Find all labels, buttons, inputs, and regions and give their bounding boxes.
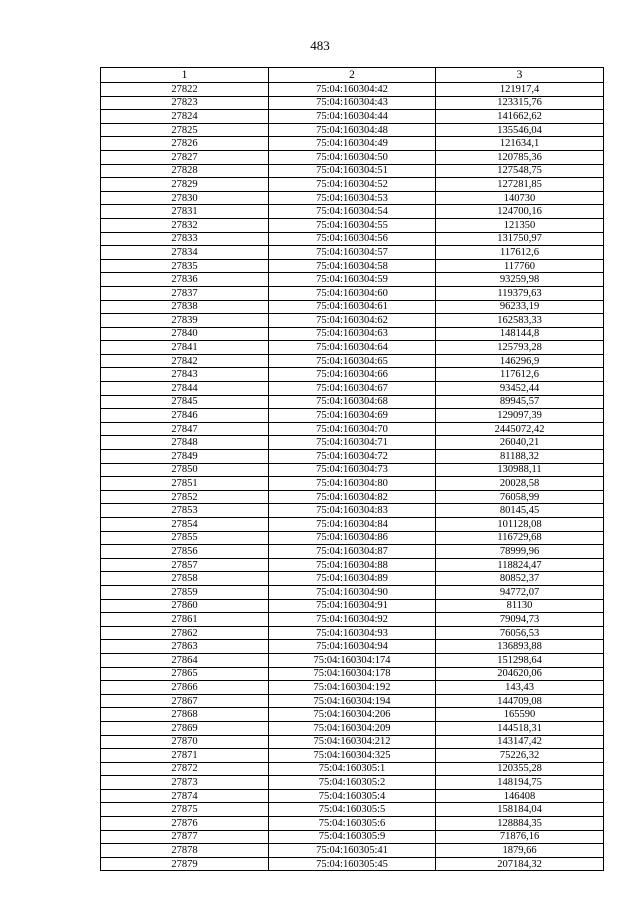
- cadastral-number-cell: 75:04:160305:4: [269, 789, 436, 803]
- cadastral-number-cell: 75:04:160304:50: [269, 150, 436, 164]
- table-row: [101, 341, 604, 355]
- value-cell: 117760: [436, 259, 604, 273]
- cadastral-number-cell: 75:04:160304:58: [269, 259, 436, 273]
- row-number-cell: 27846: [101, 409, 269, 423]
- value-cell: 120355,28: [436, 762, 604, 776]
- row-number-cell: 27848: [101, 436, 269, 450]
- value-cell: 80852,37: [436, 572, 604, 586]
- cadastral-number-cell: 75:04:160304:44: [269, 110, 436, 124]
- row-number-cell: 27838: [101, 300, 269, 314]
- cadastral-number-cell: 75:04:160304:70: [269, 422, 436, 436]
- table-row: [101, 123, 604, 137]
- value-cell: 96233,19: [436, 300, 604, 314]
- table-row: [101, 776, 604, 790]
- row-number-cell: 27874: [101, 789, 269, 803]
- column-header: 1: [101, 68, 269, 83]
- value-cell: 76058,99: [436, 490, 604, 504]
- row-number-cell: 27824: [101, 110, 269, 124]
- value-cell: 204620,06: [436, 667, 604, 681]
- cadastral-number-cell: 75:04:160305:2: [269, 776, 436, 790]
- value-cell: 119379,63: [436, 286, 604, 300]
- value-cell: 81188,32: [436, 450, 604, 464]
- cadastral-number-cell: 75:04:160304:87: [269, 545, 436, 559]
- table-row: [101, 613, 604, 627]
- table-row: [101, 314, 604, 328]
- value-cell: 207184,32: [436, 857, 604, 871]
- value-cell: 123315,76: [436, 96, 604, 110]
- page-number: 483: [310, 38, 330, 53]
- value-cell: 101128,08: [436, 518, 604, 532]
- value-cell: 20028,58: [436, 477, 604, 491]
- table-row: [101, 246, 604, 260]
- row-number-cell: 27831: [101, 205, 269, 219]
- cadastral-number-cell: 75:04:160304:51: [269, 164, 436, 178]
- cadastral-number-cell: 75:04:160304:53: [269, 191, 436, 205]
- table-body: [101, 83, 604, 871]
- value-cell: 71876,16: [436, 830, 604, 844]
- row-number-cell: 27827: [101, 150, 269, 164]
- value-cell: 131750,97: [436, 232, 604, 246]
- row-number-cell: 27869: [101, 721, 269, 735]
- table-row: [101, 518, 604, 532]
- value-cell: 136893,88: [436, 640, 604, 654]
- value-cell: 148144,8: [436, 327, 604, 341]
- row-number-cell: 27867: [101, 694, 269, 708]
- row-number-cell: 27840: [101, 327, 269, 341]
- table-row: [101, 490, 604, 504]
- table-row: [101, 463, 604, 477]
- row-number-cell: 27829: [101, 178, 269, 192]
- value-cell: 26040,21: [436, 436, 604, 450]
- value-cell: 121917,4: [436, 83, 604, 97]
- value-cell: 127548,75: [436, 164, 604, 178]
- cadastral-number-cell: 75:04:160304:72: [269, 450, 436, 464]
- value-cell: 121350: [436, 218, 604, 232]
- value-cell: 129097,39: [436, 409, 604, 423]
- row-number-cell: 27878: [101, 844, 269, 858]
- table-row: [101, 436, 604, 450]
- row-number-cell: 27842: [101, 354, 269, 368]
- cadastral-number-cell: 75:04:160304:65: [269, 354, 436, 368]
- row-number-cell: 27870: [101, 735, 269, 749]
- table-row: [101, 382, 604, 396]
- table-row: [101, 545, 604, 559]
- row-number-cell: 27852: [101, 490, 269, 504]
- value-cell: 1879,66: [436, 844, 604, 858]
- cadastral-number-cell: 75:04:160304:68: [269, 395, 436, 409]
- row-number-cell: 27876: [101, 817, 269, 831]
- row-number-cell: 27834: [101, 246, 269, 260]
- value-cell: 146408: [436, 789, 604, 803]
- cadastral-number-cell: 75:04:160305:5: [269, 803, 436, 817]
- table-row: [101, 286, 604, 300]
- table-row: [101, 694, 604, 708]
- row-number-cell: 27862: [101, 626, 269, 640]
- cadastral-number-cell: 75:04:160304:60: [269, 286, 436, 300]
- value-cell: 116729,68: [436, 531, 604, 545]
- table-header-row: [101, 68, 604, 83]
- value-cell: 124700,16: [436, 205, 604, 219]
- cadastral-number-cell: 75:04:160304:69: [269, 409, 436, 423]
- value-cell: 76056,53: [436, 626, 604, 640]
- table-row: [101, 164, 604, 178]
- cadastral-number-cell: 75:04:160304:52: [269, 178, 436, 192]
- table-row: [101, 572, 604, 586]
- value-cell: 128884,35: [436, 817, 604, 831]
- table-row: [101, 205, 604, 219]
- value-cell: 78999,96: [436, 545, 604, 559]
- value-cell: 151298,64: [436, 653, 604, 667]
- row-number-cell: 27856: [101, 545, 269, 559]
- row-number-cell: 27873: [101, 776, 269, 790]
- table-row: [101, 626, 604, 640]
- value-cell: 135546,04: [436, 123, 604, 137]
- table-row: [101, 830, 604, 844]
- row-number-cell: 27854: [101, 518, 269, 532]
- table-row: [101, 422, 604, 436]
- table-row: [101, 857, 604, 871]
- cadastral-number-cell: 75:04:160304:56: [269, 232, 436, 246]
- table-row: [101, 653, 604, 667]
- value-cell: 81130: [436, 599, 604, 613]
- value-cell: 143147,42: [436, 735, 604, 749]
- row-number-cell: 27822: [101, 83, 269, 97]
- cadastral-number-cell: 75:04:160304:92: [269, 613, 436, 627]
- table-row: [101, 218, 604, 232]
- row-number-cell: 27825: [101, 123, 269, 137]
- table-row: [101, 300, 604, 314]
- table-row: [101, 708, 604, 722]
- value-cell: 2445072,42: [436, 422, 604, 436]
- value-cell: 148194,75: [436, 776, 604, 790]
- row-number-cell: 27859: [101, 585, 269, 599]
- row-number-cell: 27839: [101, 314, 269, 328]
- table-row: [101, 599, 604, 613]
- cadastral-number-cell: 75:04:160304:94: [269, 640, 436, 654]
- data-table: [100, 67, 604, 871]
- cadastral-number-cell: 75:04:160304:93: [269, 626, 436, 640]
- cadastral-number-cell: 75:04:160305:41: [269, 844, 436, 858]
- column-header: 2: [269, 68, 436, 83]
- row-number-cell: 27835: [101, 259, 269, 273]
- table-row: [101, 640, 604, 654]
- row-number-cell: 27855: [101, 531, 269, 545]
- value-cell: 117612,6: [436, 368, 604, 382]
- cadastral-number-cell: 75:04:160304:89: [269, 572, 436, 586]
- cadastral-number-cell: 75:04:160305:45: [269, 857, 436, 871]
- cadastral-number-cell: 75:04:160305:6: [269, 817, 436, 831]
- cadastral-number-cell: 75:04:160304:54: [269, 205, 436, 219]
- value-cell: 93452,44: [436, 382, 604, 396]
- value-cell: 121634,1: [436, 137, 604, 151]
- table-row: [101, 83, 604, 97]
- value-cell: 125793,28: [436, 341, 604, 355]
- cadastral-number-cell: 75:04:160304:325: [269, 749, 436, 763]
- row-number-cell: 27841: [101, 341, 269, 355]
- cadastral-number-cell: 75:04:160304:80: [269, 477, 436, 491]
- cadastral-number-cell: 75:04:160304:178: [269, 667, 436, 681]
- row-number-cell: 27868: [101, 708, 269, 722]
- value-cell: 162583,33: [436, 314, 604, 328]
- table-row: [101, 585, 604, 599]
- cadastral-number-cell: 75:04:160304:90: [269, 585, 436, 599]
- cadastral-number-cell: 75:04:160304:84: [269, 518, 436, 532]
- table-row: [101, 762, 604, 776]
- table-row: [101, 191, 604, 205]
- row-number-cell: 27864: [101, 653, 269, 667]
- value-cell: 144518,31: [436, 721, 604, 735]
- row-number-cell: 27849: [101, 450, 269, 464]
- value-cell: 120785,36: [436, 150, 604, 164]
- row-number-cell: 27843: [101, 368, 269, 382]
- table-row: [101, 667, 604, 681]
- table-row: [101, 150, 604, 164]
- row-number-cell: 27866: [101, 681, 269, 695]
- value-cell: 165590: [436, 708, 604, 722]
- table-row: [101, 232, 604, 246]
- table-row: [101, 354, 604, 368]
- row-number-cell: 27826: [101, 137, 269, 151]
- cadastral-number-cell: 75:04:160304:62: [269, 314, 436, 328]
- cadastral-number-cell: 75:04:160304:88: [269, 558, 436, 572]
- cadastral-number-cell: 75:04:160305:1: [269, 762, 436, 776]
- row-number-cell: 27850: [101, 463, 269, 477]
- table-row: [101, 735, 604, 749]
- cadastral-number-cell: 75:04:160304:206: [269, 708, 436, 722]
- row-number-cell: 27847: [101, 422, 269, 436]
- cadastral-number-cell: 75:04:160304:73: [269, 463, 436, 477]
- cadastral-number-cell: 75:04:160305:9: [269, 830, 436, 844]
- value-cell: 130988,11: [436, 463, 604, 477]
- table-row: [101, 504, 604, 518]
- row-number-cell: 27845: [101, 395, 269, 409]
- cadastral-number-cell: 75:04:160304:67: [269, 382, 436, 396]
- cadastral-number-cell: 75:04:160304:71: [269, 436, 436, 450]
- table-row: [101, 721, 604, 735]
- table-row: [101, 273, 604, 287]
- cadastral-number-cell: 75:04:160304:91: [269, 599, 436, 613]
- table-row: [101, 681, 604, 695]
- row-number-cell: 27865: [101, 667, 269, 681]
- value-cell: 144709,08: [436, 694, 604, 708]
- row-number-cell: 27860: [101, 599, 269, 613]
- row-number-cell: 27858: [101, 572, 269, 586]
- value-cell: 93259,98: [436, 273, 604, 287]
- cadastral-number-cell: 75:04:160304:174: [269, 653, 436, 667]
- table-row: [101, 368, 604, 382]
- value-cell: 80145,45: [436, 504, 604, 518]
- row-number-cell: 27832: [101, 218, 269, 232]
- table-row: [101, 844, 604, 858]
- value-cell: 143,43: [436, 681, 604, 695]
- value-cell: 117612,6: [436, 246, 604, 260]
- row-number-cell: 27836: [101, 273, 269, 287]
- cadastral-number-cell: 75:04:160304:63: [269, 327, 436, 341]
- value-cell: 75226,32: [436, 749, 604, 763]
- table-row: [101, 450, 604, 464]
- row-number-cell: 27844: [101, 382, 269, 396]
- row-number-cell: 27875: [101, 803, 269, 817]
- table-row: [101, 531, 604, 545]
- row-number-cell: 27830: [101, 191, 269, 205]
- row-number-cell: 27857: [101, 558, 269, 572]
- row-number-cell: 27863: [101, 640, 269, 654]
- value-cell: 158184,04: [436, 803, 604, 817]
- value-cell: 79094,73: [436, 613, 604, 627]
- table-row: [101, 110, 604, 124]
- table-row: [101, 477, 604, 491]
- table-row: [101, 96, 604, 110]
- cadastral-number-cell: 75:04:160304:59: [269, 273, 436, 287]
- row-number-cell: 27877: [101, 830, 269, 844]
- table-row: [101, 817, 604, 831]
- value-cell: 89945,57: [436, 395, 604, 409]
- column-header: 3: [436, 68, 604, 83]
- table-row: [101, 803, 604, 817]
- cadastral-number-cell: 75:04:160304:194: [269, 694, 436, 708]
- cadastral-number-cell: 75:04:160304:43: [269, 96, 436, 110]
- table-row: [101, 178, 604, 192]
- table-row: [101, 259, 604, 273]
- cadastral-number-cell: 75:04:160304:66: [269, 368, 436, 382]
- cadastral-number-cell: 75:04:160304:82: [269, 490, 436, 504]
- cadastral-number-cell: 75:04:160304:86: [269, 531, 436, 545]
- row-number-cell: 27851: [101, 477, 269, 491]
- row-number-cell: 27853: [101, 504, 269, 518]
- cadastral-number-cell: 75:04:160304:42: [269, 83, 436, 97]
- table-row: [101, 558, 604, 572]
- cadastral-number-cell: 75:04:160304:64: [269, 341, 436, 355]
- cadastral-number-cell: 75:04:160304:55: [269, 218, 436, 232]
- cadastral-number-cell: 75:04:160304:57: [269, 246, 436, 260]
- cadastral-number-cell: 75:04:160304:212: [269, 735, 436, 749]
- table-row: [101, 789, 604, 803]
- table-row: [101, 137, 604, 151]
- table-row: [101, 409, 604, 423]
- value-cell: 140730: [436, 191, 604, 205]
- row-number-cell: 27879: [101, 857, 269, 871]
- row-number-cell: 27823: [101, 96, 269, 110]
- cadastral-number-cell: 75:04:160304:49: [269, 137, 436, 151]
- row-number-cell: 27872: [101, 762, 269, 776]
- table-row: [101, 395, 604, 409]
- table-row: [101, 749, 604, 763]
- row-number-cell: 27833: [101, 232, 269, 246]
- value-cell: 127281,85: [436, 178, 604, 192]
- cadastral-number-cell: 75:04:160304:192: [269, 681, 436, 695]
- table-row: [101, 327, 604, 341]
- value-cell: 94772,07: [436, 585, 604, 599]
- value-cell: 118824,47: [436, 558, 604, 572]
- value-cell: 141662,62: [436, 110, 604, 124]
- row-number-cell: 27837: [101, 286, 269, 300]
- row-number-cell: 27861: [101, 613, 269, 627]
- cadastral-number-cell: 75:04:160304:209: [269, 721, 436, 735]
- row-number-cell: 27871: [101, 749, 269, 763]
- value-cell: 146296,9: [436, 354, 604, 368]
- cadastral-number-cell: 75:04:160304:83: [269, 504, 436, 518]
- cadastral-number-cell: 75:04:160304:61: [269, 300, 436, 314]
- row-number-cell: 27828: [101, 164, 269, 178]
- cadastral-number-cell: 75:04:160304:48: [269, 123, 436, 137]
